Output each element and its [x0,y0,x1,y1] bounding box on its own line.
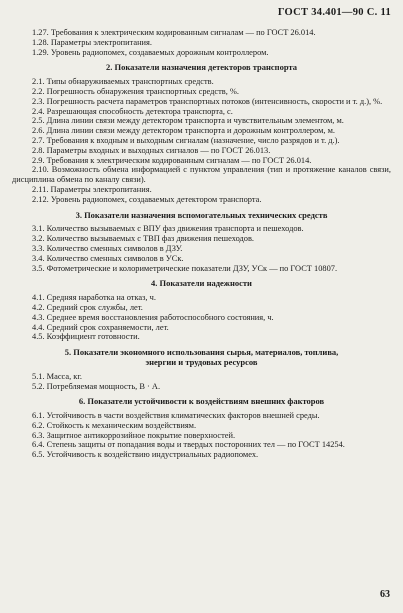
item-2-11: 2.11. Параметры электропитания. [32,184,152,194]
item-3-2: 3.2. Количество вызываемых с ТВП фаз движения пешеходов. [32,234,255,244]
item-4-1: 4.1. Средняя наработка на отказ, ч. [32,293,156,303]
item-3-1: 3.1. Количество вызываемых с ВПУ фаз движения транспорта и пешеходов. [32,224,304,234]
page-header: ГОСТ 34.401—90 С. 11 [277,7,391,18]
item-4-5: 4.5. Коэффициент готовности. [32,332,140,342]
item-1-27: 1.27. Требования к электрическим кодированным сигналам — по ГОСТ 26.014. [32,28,316,37]
item-2-8: 2.8. Параметры входных и выходных сигналов — по ГОСТ 26.013. [32,145,271,155]
section-4-items [12,293,391,342]
item-1-29: 1.29. Уровень радиопомех, создаваемых дорожным контроллером. [32,47,269,57]
item-1-28: 1.28. Параметры электропитания. [32,37,152,47]
item-5-2: 5.2. Потребляемая мощность, В · А. [32,381,161,391]
item-4-2: 4.2. Средний срок службы, лет. [32,302,143,312]
item-6-1: 6.1. Устойчивость в части воздействия климатических факторов внешней среды. [32,411,320,421]
section-6-heading: 6. Показатели устойчивости к воздействиям внешних факторов [78,396,325,407]
item-5-1: 5.1. Масса, кг. [32,371,82,381]
section-2-items [12,77,391,204]
item-3-4: 3.4. Количество сменных символов в УСк. [32,253,184,263]
item-2-7: 2.7. Требования к входным и выходным сигналам (назначение, число разрядов и т. д.). [32,135,340,145]
item-6-5: 6.5. Устойчивость к воздействию индустриальных радиопомех. [32,450,259,460]
item-2-5: 2.5. Длина линии связи между детектором транспорта и чувствительным элементом, м. [32,116,344,126]
item-2-12: 2.12. Уровень радиопомех, создаваемых детектором транспорта. [32,194,262,204]
section-6-items [12,411,391,460]
item-4-3: 4.3. Среднее время восстановления работоспособного состояния, ч. [32,312,274,322]
page-number: 63 [380,589,390,600]
item-2-6: 2.6. Длина линии связи между детектором транспорта и дорожным контроллером, м. [32,126,336,136]
section-3-items [12,224,391,273]
item-2-9: 2.9. Требования к электрическим кодированным сигналам — по ГОСТ 26.014. [32,155,312,165]
section-2-heading: 2. Показатели назначения детекторов транспорта [106,62,297,73]
item-2-3: 2.3. Погрешность расчета параметров транспортных потоков (интенсивность, скорости и т. д.), %. [32,96,383,106]
item-6-2: 6.2. Стойкость к механическим воздействиям. [32,420,197,430]
section-5-heading-line-1: 5. Показатели экономного использования сырья, материалов, топлива, [64,347,339,358]
item-2-10: 2.10. Возможность обмена информацией с пунктом управления (тип и протяжение каналов связи, дисциплина обмена по каналу связи). [12,165,391,185]
item-6-4: 6.4. Степень защиты от попадания воды и твердых посторонних тел — по ГОСТ 14254. [32,440,345,450]
item-2-2: 2.2. Погрешность обнаружения транспортных средств, %. [32,86,239,96]
item-4-4: 4.4. Средний срок сохраняемости, лет. [32,322,169,332]
item-3-5: 3.5. Фотометрические и колориметрические показатели ДЗУ, УСк — по ГОСТ 10807. [32,263,338,273]
section-5-heading [12,348,391,368]
item-6-3: 6.3. Защитное антикоррозийное покрытие поверхностей. [32,430,236,440]
section-3-heading: 3. Показатели назначения вспомогательных технических средств [75,209,328,220]
section-4-heading: 4. Показатели надежности [151,278,252,289]
section-1-items [12,28,391,57]
item-2-1: 2.1. Типы обнаруживаемых транспортных средств. [32,77,214,87]
item-3-3: 3.3. Количество сменных символов в ДЗУ. [32,243,183,253]
section-5-items [12,372,391,392]
item-2-4: 2.4. Разрешающая способность детектора транспорта, с. [32,106,233,116]
section-5-heading-line-2: энергии и трудовых ресурсов [145,356,258,367]
page-content [12,28,391,460]
